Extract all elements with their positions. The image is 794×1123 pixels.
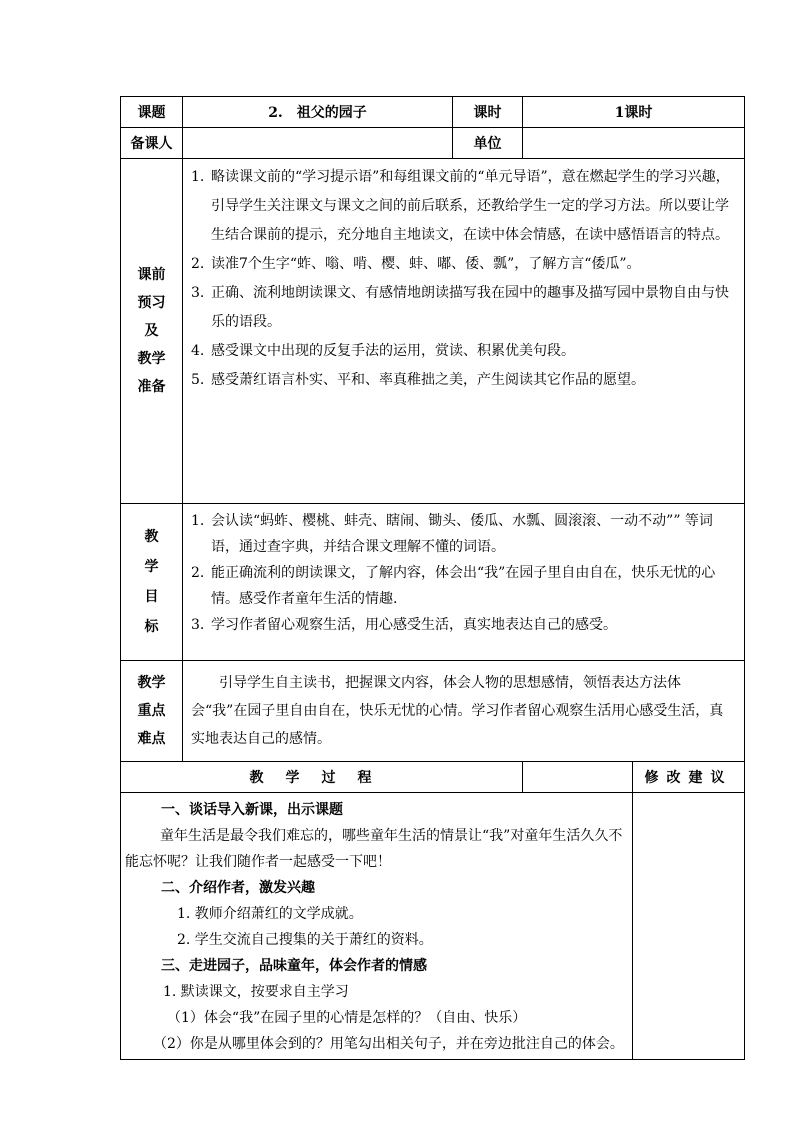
- focus-label: [121, 661, 183, 762]
- goals-label-line: 目: [144, 589, 159, 605]
- unit-label: 单位: [453, 128, 523, 159]
- preparer-value: [183, 128, 453, 159]
- list-item: 5. 感受萧红语言朴实、平和、率真稚拙之美，产生阅读其它作品的愿望。: [191, 372, 645, 388]
- list-item: （2）你是从哪里体会到的？用笔勾出相关句子，并在旁边批注自己的体会。: [153, 1036, 624, 1052]
- section-paragraph: 童年生活是最令我们难忘的，哪些童年生活的情景让“我”对童年生活久久不能忘怀呢？让我们随作者一起感受一下吧！: [125, 828, 623, 870]
- list-item: （1）体会“我”在园子里的心情是怎样的？（自由、快乐）: [167, 1010, 527, 1026]
- focus-label-line: 难点: [137, 731, 166, 747]
- list-item: 1. 会认读“蚂蚱、樱桃、蚌壳、瞎闹、锄头、倭瓜、水瓢、圆滚滚、一动不动”” 等词语，通过查字典，并结合课文理解不懂的词语。: [191, 513, 713, 555]
- list-item: 1. 教师介绍萧红的文学成就。: [177, 906, 363, 922]
- prep-label-line: 预习: [137, 295, 166, 311]
- goals-label-line: 学: [144, 559, 159, 575]
- focus-label-line: 重点: [137, 703, 166, 719]
- suggestion-heading: 修改建议: [633, 762, 745, 793]
- goals-content: [183, 504, 745, 661]
- list-item: 2. 学生交流自己搜集的关于萧红的资料。: [177, 932, 433, 948]
- focus-content: 引导学生自主读书，把握课文内容，体会人物的思想感情，领悟表达方法体会“我”在园子里自由自在，快乐无忧的心情。学习作者留心观察生活用心感受生活，真实地表达自己的感情。: [183, 661, 745, 762]
- prep-content: [183, 159, 745, 504]
- period-value: 1课时: [523, 97, 745, 128]
- section-heading: 三、走进园子，品味童年，体会作者的情感: [161, 958, 427, 974]
- lesson-plan-table: [120, 96, 745, 1060]
- prep-label-line: 准备: [137, 379, 166, 395]
- unit-value: [523, 128, 745, 159]
- list-item: 1. 默读课文，按要求自主学习: [163, 984, 349, 1000]
- process-heading-spacer: [523, 762, 633, 793]
- topic-label: 课题: [121, 97, 183, 128]
- list-item: 3. 正确、流利地朗读课文、有感情地朗读描写我在园中的趣事及描写园中景物自由与快乐的语段。: [191, 285, 729, 330]
- section-heading: 一、谈话导入新课，出示课题: [161, 802, 343, 818]
- list-item: 4. 感受课文中出现的反复手法的运用，赏读、积累优美句段。: [191, 343, 575, 359]
- section-heading: 二、介绍作者，激发兴趣: [161, 880, 315, 896]
- topic-value: 2. 祖父的园子: [183, 97, 453, 128]
- prep-label-line: 教学: [137, 351, 166, 367]
- prep-label-line: 及: [144, 323, 159, 339]
- preparer-label: 备课人: [121, 128, 183, 159]
- prep-label: [121, 159, 183, 504]
- process-content: [121, 793, 633, 1060]
- prep-label-line: 课前: [137, 267, 166, 283]
- list-item: 3. 学习作者留心观察生活，用心感受生活，真实地表达自己的感受。: [191, 617, 617, 633]
- goals-label: [121, 504, 183, 661]
- list-item: 1. 略读课文前的“学习提示语”和每组课文前的“单元导语”，意在燃起学生的学习兴趣，引导学生关注课文与课文之间的前后联系，还教给学生一定的学习方法。所以要让学生结合课前的提示，充分地自主地读文，在读中体会情感，在读中感悟语言的特点。: [191, 169, 730, 243]
- list-item: 2. 能正确流利的朗读课文，了解内容，体会出“我”在园子里自由自在，快乐无忧的心情。感受作者童年生活的情趣.: [191, 565, 716, 607]
- focus-label-line: 教学: [137, 675, 166, 691]
- period-label: 课时: [453, 97, 523, 128]
- list-item: 2. 读准7个生字“蚱、嗡、啃、樱、蚌、嘟、倭、瓢”，了解方言“倭瓜”。: [191, 256, 641, 272]
- process-heading: 教学过程: [121, 762, 523, 793]
- goals-label-line: 教: [144, 529, 159, 545]
- suggestion-cell: [633, 793, 745, 1060]
- goals-label-line: 标: [144, 619, 159, 635]
